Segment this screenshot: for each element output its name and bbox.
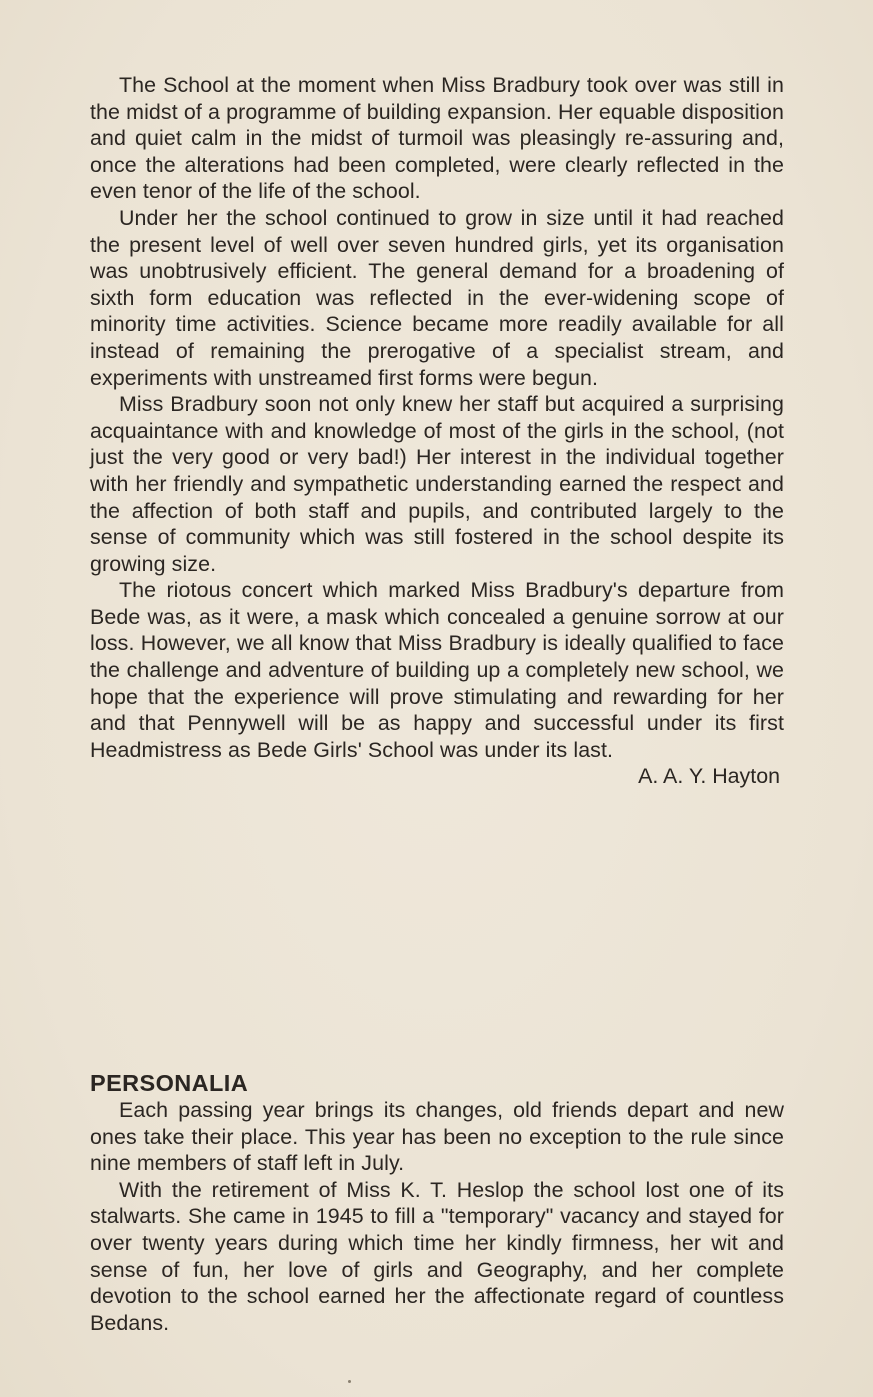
personalia-paragraph-1: Each passing year brings its changes, old friends depart and new ones take their place. This year has been no exception to the rule since nine members of staff left in July. (90, 1098, 784, 1176)
article-paragraph-1: The School at the moment when Miss Bradbury took over was still in the midst of a programme of building expansion. Her equable disposition and quiet calm in the midst of turmoil was pleasingly re-assuring and, once the alterations had been completed, were clearly reflected in the even tenor of the life of the school. (90, 73, 784, 204)
tribute-article (90, 72, 784, 790)
personalia-section (90, 1069, 784, 1336)
article-paragraph-3: Miss Bradbury soon not only knew her staff but acquired a surprising acquaintance with and knowledge of most of the girls in the school, (not just the very good or very bad!) Her interest in the individual together with her friendly and sympathetic understanding earned the respect and the affection of both staff and pupils, and contributed largely to the sense of community which was still fostered in the school despite its growing size. (90, 392, 784, 576)
personalia-paragraph-2: With the retirement of Miss K. T. Heslop the school lost one of its stalwarts. She came in 1945 to fill a "temporary" vacancy and stayed for over twenty years during which time her kindly firmness, her wit and sense of fun, her love of girls and Geography, and her complete devotion to the school earned her the affectionate regard of countless Bedans. (90, 1177, 784, 1335)
article-paragraph-4: The riotous concert which marked Miss Bradbury's departure from Bede was, as it were, a mask which concealed a genuine sorrow at our loss. However, we all know that Miss Bradbury is ideally qualified to face the challenge and adventure of building up a completely new school, we hope that the experience will prove stimulating and rewarding for her and that Pennywell will be as happy and successful under its first Headmistress as Bede Girls' School was under its last. (90, 578, 784, 762)
article-paragraph-2: Under her the school continued to grow in size until it had reached the present level of well over seven hundred girls, yet its organisation was unobtrusively efficient. The general demand for a broadening of sixth form education was reflected in the ever-widening scope of minority time activities. Science became more readily available for all instead of remaining the prerogative of a specialist stream, and experiments with unstreamed first forms were begun. (90, 205, 784, 390)
section-heading: PERSONALIA (90, 1070, 249, 1096)
paper-speck (348, 1380, 351, 1383)
article-signature: A. A. Y. Hayton (638, 764, 780, 789)
